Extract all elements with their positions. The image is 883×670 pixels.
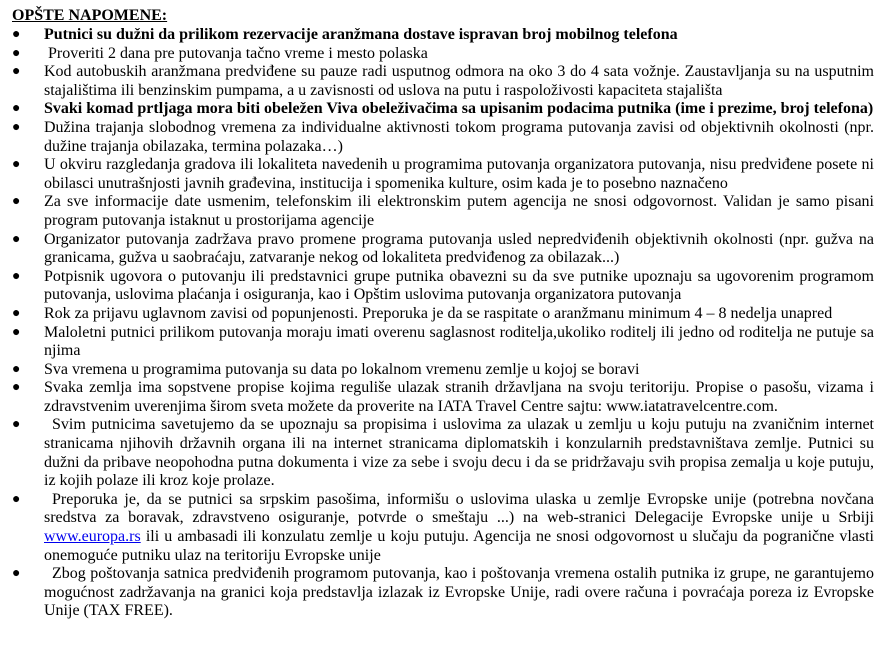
note-text: Putnici su dužni da prilikom rezervacije aranžmana dostave ispravan broj mobilnog telefona — [44, 26, 678, 43]
note-item-bus-breaks — [12, 63, 874, 100]
bullet-icon: ● — [12, 566, 21, 582]
bullet-icon: ● — [12, 268, 21, 284]
note-item-official-websites — [12, 416, 874, 490]
note-text: Proveriti 2 dana pre putovanja tačno vreme i mesto polaska — [48, 44, 428, 62]
note-text-after-link: ili u ambasadi ili konzulatu zemlje u koju putuju. Agencija ne snosi odgovornost u slučaju da pogranične vlasti onemoguće putniku ulaz na teritoriju Evropske unije — [44, 528, 874, 564]
bullet-icon: ● — [12, 231, 21, 247]
note-text-before-link: Preporuka je, da se putnici sa srpskim pasošima, informišu o uslovima ulaska u zemlje Evropske unije (potrebna novčana sredstva za boravak, zdravstveno osiguranje, potvrde o smeštaju ...) na web-stranici Delegacije Evropske unije u Srbiji — [44, 490, 874, 527]
note-text: Dužina trajanja slobodnog vremena za individualne aktivnosti tokom programa putovanja zavisi od objektivnih okolnosti (npr. dužine trajanja obilazaka, termina polazaka…) — [44, 118, 874, 155]
note-text: Kod autobuskih aranžmana predviđene su pauze radi usputnog odmora na oko 3 do 4 sata vožnje. Zaustavljanja su na usputnim stajalištima ili benzinskim pumpama, a u zavisnosti od uslova na putu i raspoloživosti kapaciteta stajališta — [44, 63, 874, 99]
note-item-mobile-phone — [12, 26, 874, 45]
bullet-icon: ● — [12, 305, 21, 321]
section-title: OPŠTE NAPOMENE: — [12, 7, 168, 24]
bullet-icon: ● — [12, 64, 21, 80]
bullet-icon: ● — [12, 119, 21, 135]
europa-rs-link[interactable]: www.europa.rs — [44, 528, 141, 546]
notes-list — [12, 26, 874, 621]
bullet-icon: ● — [12, 27, 21, 42]
bullet-icon: ● — [12, 417, 21, 433]
bullet-icon: ● — [12, 380, 21, 396]
note-text: Sva vremena u programima putovanja su data po lokalnom vremenu zemlje u kojoj se boravi — [44, 360, 640, 378]
note-item-contract-signatory — [12, 268, 874, 305]
note-text: Rok za prijavu uglavnom zavisi od popunjenosti. Preporuka je da se raspitate o aranžmanu minimum 4 – 8 nedelja unapred — [44, 304, 833, 322]
bullet-icon: ● — [12, 101, 21, 117]
bullet-icon: ● — [12, 45, 21, 61]
bullet-icon: ● — [12, 491, 21, 507]
note-item-eu-entry — [12, 491, 874, 565]
note-text: U okviru razgledanja gradova ili lokaliteta navedenih u programima putovanja organizatora putovanja, nisu predviđene posete ni obilasci unutrašnjosti javnih građevina, institucija i spomenika kulture, osim kada je to posebno naznačeno — [44, 156, 874, 192]
note-item-sightseeing — [12, 156, 874, 193]
note-text: Zbog poštovanja satnica predviđenih programom putovanja, kao i poštovanja vremena ostalih putnika iz grupe, ne garantujemo mogućnost zadržavanja na granici koja predstavlja izlazak iz Evropske Unije, radi overe računa i povraćaja poreza iz Evropske Unije (TAX FREE). — [44, 565, 874, 620]
note-item-luggage-tags — [12, 100, 874, 119]
note-item-entry-regulations — [12, 379, 874, 416]
note-item-departure-check — [12, 45, 874, 64]
bullet-icon: ● — [12, 361, 21, 377]
note-text: Svaka zemlja ima sopstvene propise kojima reguliše ulazak stranih državljana na svoju teritoriju. Propise o pasošu, vizama i zdravstvenim uverenjima širom sveta možete da proverite na IATA Travel Centre sajtu: www.iatatravelcentre.com. — [44, 379, 874, 415]
note-text: Svim putnicima savetujemo da se upoznaju sa propisima i uslovima za ulazak u zemlju u koju putuju na zvaničnim internet stranicama njihovih državnih organa ili na internet stranicama diplomatskih i konzularnih predstavništava zemlje. Putnici su dužni da pribave neopohodna putna dokumenta i vize za sebe i svoju decu i da se pridržavaju svih propisa zemalja u koje putuju, iz kojih polaze ili kroz koje prolaze. — [44, 416, 874, 490]
note-text: Potpisnik ugovora o putovanju ili predstavnici grupe putnika obavezni su da sve putnike upoznaju sa ugovorenim programom putovanja, uslovima plaćanja i osiguranja, kao i Opštim uslovima putovanja organizatora putovanja — [44, 267, 874, 304]
note-text: Maloletni putnici prilikom putovanja moraju imati overenu saglasnost roditelja,ukoliko roditelj ili jedno od roditelja ne putuje sa njima — [44, 323, 874, 360]
note-item-registration-deadline — [12, 305, 874, 324]
note-text: Za sve informacije date usmenim, telefonskim ili elektronskim putem agencija ne snosi odgovornost. Validan je samo pisani program putovanja istaknut u prostorijama agencije — [44, 193, 874, 229]
bullet-icon: ● — [12, 324, 21, 340]
note-text: Svaki komad prtljaga mora biti obeležen Viva obeleživačima sa upisanim podacima putnika (ime i prezime, broj telefona) — [44, 100, 874, 118]
note-item-tax-free — [12, 565, 874, 621]
bullet-icon: ● — [12, 157, 21, 173]
note-item-program-changes — [12, 231, 874, 268]
note-item-free-time — [12, 119, 874, 156]
note-text: Organizator putovanja zadržava pravo promene programa putovanja usled nepredviđenih objektivnih okolnosti (npr. gužva na granicama, gužva u saobraćaju, zatvaranje nekog od lokaliteta predviđenog za obilazak...) — [44, 230, 874, 267]
note-item-local-time — [12, 361, 874, 380]
note-item-minors — [12, 324, 874, 361]
bullet-icon: ● — [12, 194, 21, 210]
note-item-information-liability — [12, 193, 874, 230]
